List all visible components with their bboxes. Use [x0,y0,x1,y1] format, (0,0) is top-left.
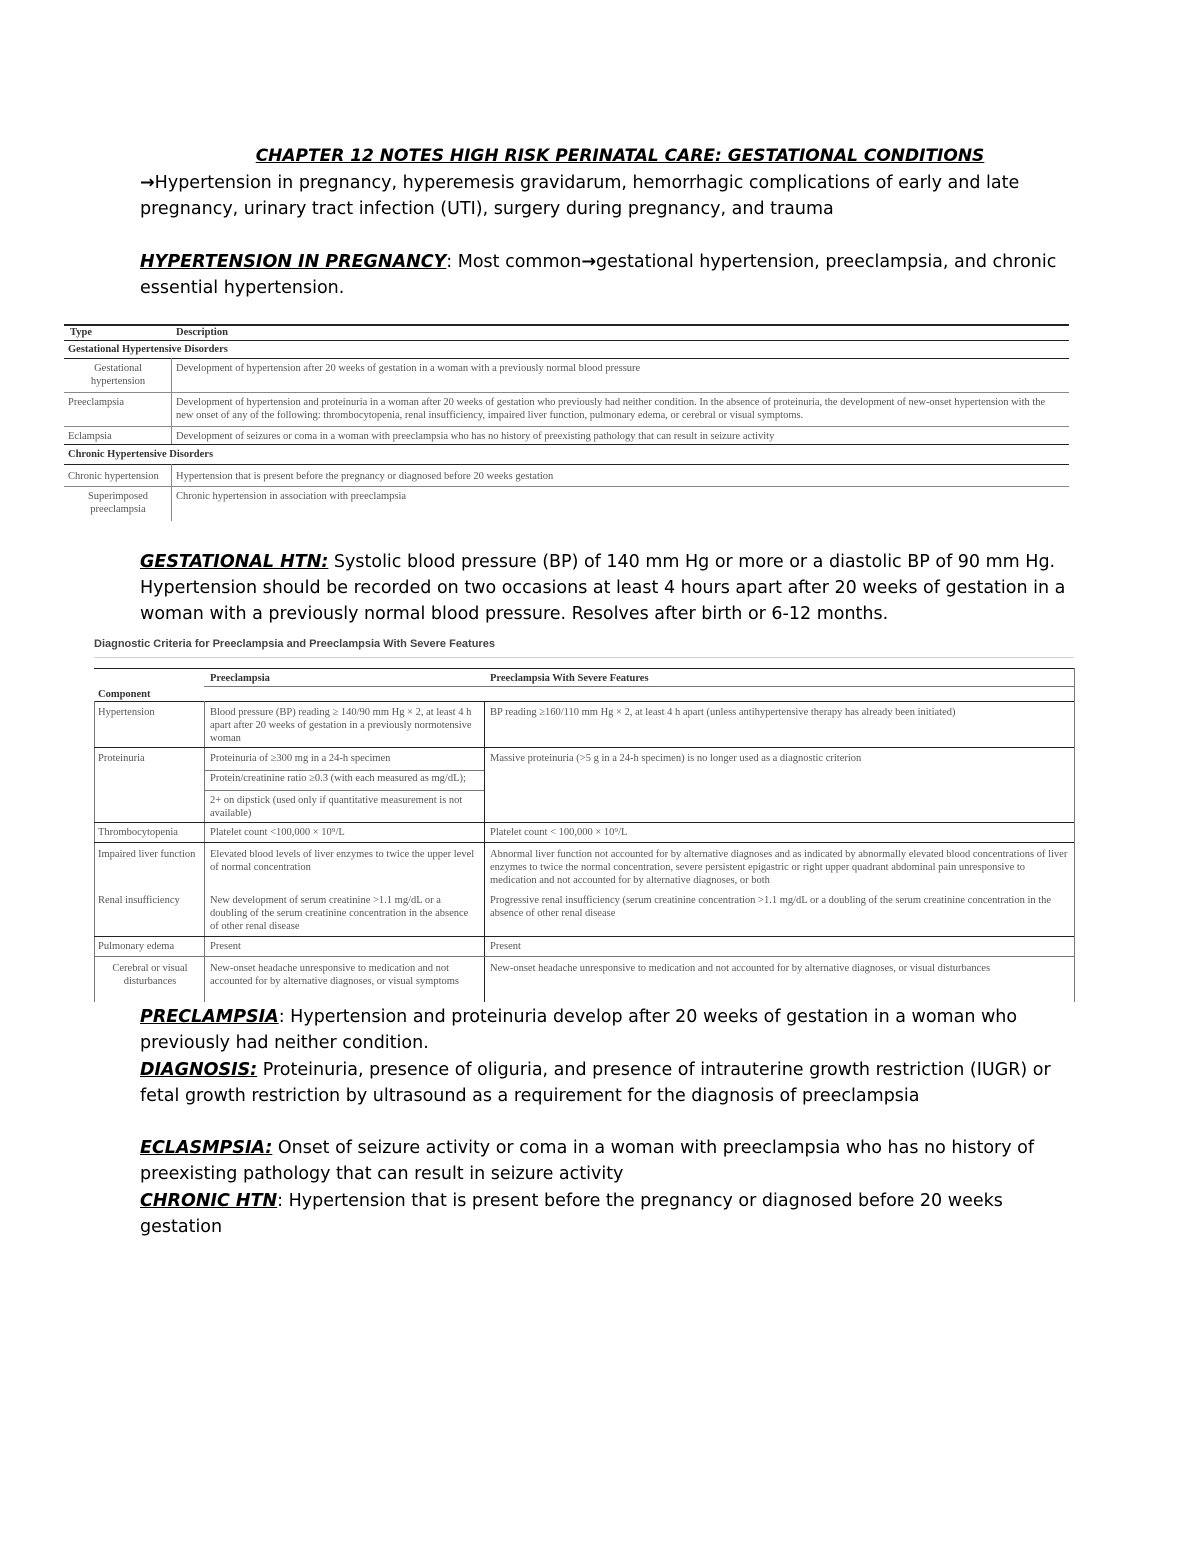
arrow-icon: → [140,173,155,193]
criteria-header-component: Component [98,689,151,700]
criteria-severe-cell: Present [490,941,521,952]
criteria-preeclampsia-cell: New-onset headache unresponsive to medication and not accounted for by alternative diagnoses, or visual symptoms [210,963,460,987]
eclampsia-text: Onset of seizure activity or coma in a woman with preeclampsia who has no history of preexisting pathology that can result in seizure activity [140,1138,1035,1184]
table-row-type: Eclampsia [68,431,112,442]
criteria-severe-cell: Massive proteinuria (>5 g in a 24-h specimen) is no longer used as a diagnostic criterion [490,753,862,764]
chronic-htn-colon: : [277,1191,284,1211]
gestational-htn-text: Systolic blood pressure (BP) of 140 mm Hg or more or a diastolic BP of 90 mm Hg. Hypertension should be recorded on two occasions at least 4 hours apart after 20 weeks of gestation in a woman with a previously normal blood pressure. Resolves after birth or 6-12 months. [140,552,1066,624]
preeclampsia-paragraph [140,1004,1070,1056]
hypertensive-disorders-table [64,324,1069,521]
hypertension-text: gestational hypertension, preeclampsia, and chronic essential hypertension. [140,252,1057,298]
criteria-preeclampsia-cell: Present [210,941,241,952]
criteria-component: Proteinuria [98,753,145,764]
hypertension-lead: Most common [452,252,582,272]
hypertension-paragraph [140,249,1070,301]
criteria-component: Hypertension [98,707,155,718]
criteria-preeclampsia-cell: New development of serum creatinine >1.1 mg/dL or a doubling of the serum creatinine concentration in the absence of other renal disease [210,895,469,932]
diagnosis-paragraph [140,1057,1070,1109]
intro-text: Hypertension in pregnancy, hyperemesis gravidarum, hemorrhagic complications of early and late pregnancy, urinary tract infection (UTI), surgery during pregnancy, and trauma [140,173,1020,219]
criteria-preeclampsia-cell: Platelet count <100,000 × 10⁹/L [210,827,345,838]
criteria-preeclampsia-cell: Blood pressure (BP) reading ≥ 140/90 mm Hg × 2, at least 4 h apart after 20 weeks of gestation in a previously normotensive woman [210,707,472,744]
gestational-htn-heading: GESTATIONAL HTN: [140,552,329,572]
criteria-preeclampsia-cell: 2+ on dipstick (used only if quantitative measurement is not available) [210,795,463,819]
criteria-preeclampsia-cell: Protein/creatinine ratio ≥0.3 (with each measured as mg/dL); [210,773,466,784]
table-row-description: Hypertension that is present before the pregnancy or diagnosed before 20 weeks gestation [176,471,554,482]
criteria-component: Impaired liver function [98,849,196,860]
criteria-header-preeclampsia: Preeclampsia [210,673,270,684]
table-header-description: Description [176,327,228,338]
table-row-type: Superimposed preeclampsia [87,491,149,515]
divider [94,657,1074,658]
diagnostic-criteria-table [94,668,1074,1002]
hypertension-heading: HYPERTENSION IN PREGNANCY [140,252,447,272]
table-header-type: Type [70,327,92,338]
table-row-description: Development of hypertension after 20 weeks of gestation in a woman with a previously normal blood pressure [176,363,641,374]
criteria-component: Thrombocytopenia [98,827,178,838]
intro-paragraph [140,170,1070,222]
table-row-description: Development of seizures or coma in a woman with preeclampsia who has no history of preexisting pathology that can result in seizure activity [176,431,775,442]
eclampsia-heading: ECLASMPSIA: [140,1138,273,1158]
chronic-htn-heading: CHRONIC HTN [140,1191,278,1211]
chronic-htn-paragraph [140,1188,1020,1240]
criteria-severe-cell: Progressive renal insufficiency (serum creatinine concentration >1.1 mg/dL or a doubling of the serum creatinine concentration in the absence of other renal disease [490,895,1052,919]
table-row-type: Gestational hypertension [90,363,146,387]
table-section-chronic: Chronic Hypertensive Disorders [68,449,214,460]
criteria-severe-cell: New-onset headache unresponsive to medication and not accounted for by alternative diagnoses, or visual disturbances [490,963,991,974]
criteria-severe-cell: BP reading ≥160/110 mm Hg × 2, at least 4 h apart (unless antihypertensive therapy has already been initiated) [490,707,956,718]
hypertension-colon: : [446,252,453,272]
criteria-table-title: Diagnostic Criteria for Preeclampsia and Preeclampsia With Severe Features [94,638,495,650]
diagnosis-text: Proteinuria, presence of oliguria, and presence of intrauterine growth restriction (IUGR) or fetal growth restriction by ultrasound as a requirement for the diagnosis of preeclampsia [140,1060,1051,1106]
criteria-severe-cell: Abnormal liver function not accounted for by alternative diagnoses and as indicated by abnormally elevated blood concentrations of liver enzymes to twice the normal concentration, severe persistent epigastric or right upper quadrant abdominal pain unresponsive to medication and not accounted for by alternative diagnoses, or both [490,849,1068,886]
criteria-component: Renal insufficiency [98,895,180,906]
preeclampsia-text: Hypertension and proteinuria develop after 20 weeks of gestation in a woman who previously had neither condition. [140,1007,1018,1053]
criteria-header-severe: Preeclampsia With Severe Features [490,673,649,684]
table-row-type: Chronic hypertension [68,471,159,482]
table-row-description: Chronic hypertension in association with preeclampsia [176,491,407,502]
preeclampsia-heading: PRECLAMPSIA [140,1007,279,1027]
chronic-htn-text: Hypertension that is present before the pregnancy or diagnosed before 20 weeks gestation [140,1191,1003,1237]
page-title: CHAPTER 12 NOTES HIGH RISK PERINATAL CARE: GESTATIONAL CONDITIONS [255,146,985,166]
table-row-type: Preeclampsia [68,397,124,408]
preeclampsia-colon: : [278,1007,285,1027]
table-section-gestational: Gestational Hypertensive Disorders [68,344,228,355]
eclampsia-paragraph [140,1135,1070,1187]
gestational-htn-paragraph [140,549,1075,627]
table-row-description: Development of hypertension and proteinuria in a woman after 20 weeks of gestation who previously had neither condition. In the absence of proteinuria, the development of new-onset hypertension with the new onset of any of the following: thrombocytopenia, renal insufficiency, impaired liver function, pulmonary edema, or cerebral or visual symptoms. [176,397,1046,421]
criteria-severe-cell: Platelet count < 100,000 × 10⁹/L [490,827,628,838]
criteria-preeclampsia-cell: Proteinuria of ≥300 mg in a 24-h specimen [210,753,391,764]
diagnosis-heading: DIAGNOSIS: [140,1060,258,1080]
criteria-preeclampsia-cell: Elevated blood levels of liver enzymes to twice the upper level of normal concentration [210,849,475,873]
arrow-icon: → [581,252,596,272]
criteria-component: Cerebral or visual disturbances [112,963,188,987]
criteria-component: Pulmonary edema [98,941,175,952]
